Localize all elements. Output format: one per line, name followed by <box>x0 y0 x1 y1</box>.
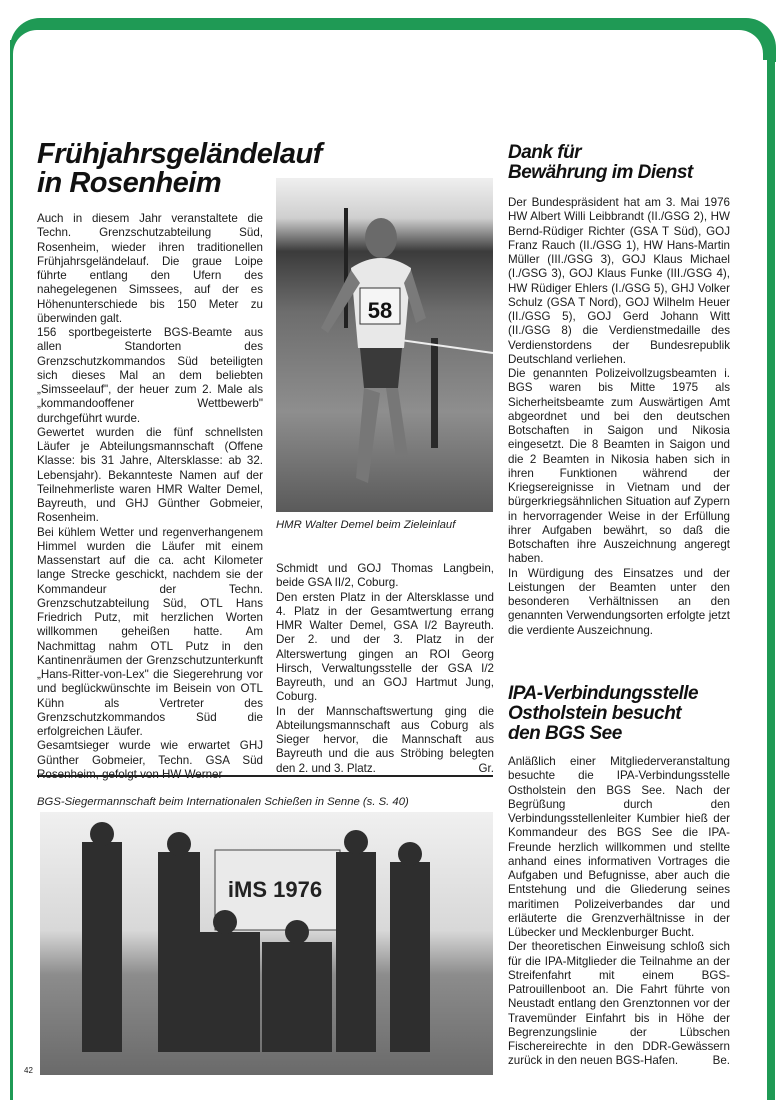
title-line: Bewährung im Dienst <box>508 162 693 183</box>
sign-text: iMS 1976 <box>227 877 323 902</box>
paragraph: Anläßlich einer Mitgliederveranstaltung besuchte die IPA-Verbindungsstelle Ostholstein den BGS See. Nach der Begrüßung durch den Verbindungsstellenleiter Kumbier hieß der Kommandeur des BGS See die IPA-Freunde herzlich willkommen und stellte anhand eines informativen Vortrages die Aufgaben und Befugnisse, aber auch die Entstehung und die Gliederung seines maritimen Polizeiverbandes dar und erläuterte die Grenzverhältnisse in der Lübecker und Mecklenburger Bucht. <box>508 755 730 939</box>
paragraph: Gesamtsieger wurde wie erwartet GHJ Günther Gobmeier, Techn. GSA Süd <box>37 739 263 767</box>
title-line: Ostholstein besucht <box>508 703 682 724</box>
team-photo-caption: BGS-Siegermannschaft beim Internationalen Schießen in Senne (s. S. 40) <box>37 796 409 808</box>
article1-body-left <box>37 212 263 782</box>
paragraph: 156 sportbegeisterte BGS-Beamte aus allen Standorten des Grenzschutzkommandos Süd beteiligten sich dieses Mal an dem beliebten „Simsseelauf", der heuer zum 2. Male als „kommandooffener Wettbewerb" durchgeführt wurde. <box>37 326 263 425</box>
paragraph: Schmidt und GOJ Thomas Langbein, beide GSA II/2, Coburg. <box>276 562 494 590</box>
paragraph-text: In der Mannschaftswertung ging die Abteilungsmannschaft aus Coburg als Sieger hervor, die Mannschaft aus Bayreuth und die aus Ströbing belegten den 2. und 3. Platz. <box>276 704 494 775</box>
paragraph: In Würdigung des Einsatzes und der Leistungen der Beamten unter den besonderen Verhältnissen an den genannten Verwendungsorten erfolgte jetzt die verdiente Auszeichnung. <box>508 566 730 637</box>
paragraph: Bei kühlem Wetter und regenverhangenem Himmel wurden die Läufer mit einem Massenstart auf die ca. acht Kilometer lange Strecke geschickt, nachdem sie der Kommandeur der Techn. Grenzschutzabteilung Süd, OTL Hans Friedrich Putz, mit herzlichen Worten willkommen geheißen hatte. Am Nachmittag nahm OTL Putz in den Kantinenräumen der Grenzschutzunterkunft „Hans-Ritter-von-Lex" die Siegerehrung vor und beglückwünschte im Beisein von OTL Kühn als Vertreter des Grenzschutzkommandos Süd die erfolgreichen Läufer. <box>37 525 263 738</box>
paragraph <box>508 940 730 1068</box>
article2-title <box>508 143 693 183</box>
author-signature: Gr. <box>478 761 494 775</box>
title-line: Frühjahrsgeländelauf <box>37 138 322 170</box>
title-line: IPA-Verbindungsstelle <box>508 683 699 704</box>
frame-inner <box>13 30 763 70</box>
runner-figure <box>276 178 493 512</box>
paragraph: Die genannten Polizeivollzugsbeamten i. BGS waren bis Mitte 1975 als Sicherheitsbeamte zum Auswärtigen Amt abgeordnet und bei den deutschen Botschaften in Saigon und Nikosia eingesetzt. Die 8 Beamten in Saigon und die 2 Beamten in Nikosia haben sich in ihren Funktionen während der Kriegsereignisse in Vietnam und der bürgerkriegsähnlichen Situation auf Zypern in hervorragender Weise in der Erfüllung ihrer Aufgaben bewährt, so daß die Botschaften ihre Auszeichnung angeregt haben. <box>508 367 730 566</box>
team-figures <box>40 812 493 1075</box>
article1-body-middle <box>276 562 494 776</box>
paragraph: Den ersten Platz in der Altersklasse und 4. Platz in der Gesamtwertung errang HMR Walter Demel, GSA I/2 Bayreuth. Der 2. und der 3. Platz in der Alterswertung gingen an ROI Georg Hirsch, Verwaltungsstelle der GSA I/2 Bayreuth, und an GOJ Hartmut Jung, Coburg. <box>276 590 494 704</box>
title-line: in Rosenheim <box>37 167 222 199</box>
title-line: Dank für <box>508 142 582 163</box>
green-frame-left <box>10 40 13 1100</box>
team-photo <box>40 812 493 1075</box>
paragraph: Auch in diesem Jahr veranstaltete die Techn. Grenzschutzabteilung Süd, Rosenheim, wieder ihren traditionellen Frühjahrsgeländelauf. Die graue Loipe führte entlang den Ufern des nahegelegenen Simssees, auf der es Höhenunterschiede bis 150 Meter zu überwinden galt. <box>37 212 263 325</box>
bib-number: 58 <box>367 298 393 323</box>
article3-title <box>508 684 698 744</box>
title-line: den BGS See <box>508 723 622 744</box>
article3-body <box>508 755 730 1069</box>
divider-rule <box>37 775 493 777</box>
article2-body <box>508 196 730 638</box>
paragraph: Gewertet wurden die fünf schnellsten Läufer je Abteilungsmannschaft (Offene Klasse: bis 31 Jahre, Altersklasse: ab 32. Lebensjahr). Bekannteste Namen auf der Teilnehmerliste waren HMR Walter Demel, Bayreuth, und GHJ Günther Gobmeier, Rosenheim. <box>37 425 263 525</box>
author-signature: Be. <box>712 1054 730 1068</box>
page-number: 42 <box>24 1066 33 1075</box>
runner-photo <box>276 178 493 512</box>
frame-inner-right <box>763 60 767 1100</box>
paragraph: Der Bundespräsident hat am 3. Mai 1976 HW Albert Willi Leibbrandt (II./GSG 2), HW Bernd-Rüdiger Richter (GSA T Süd), GOJ Franz Rauch (II./GSG 1), HW Hans-Martin Müller (III./GSG 3), GOJ Klaus Michael (I./GSG 3), GOJ Klaus Funke (III./GSG 4), HW Rüdiger Ehlers (I./GSG 5), GHJ Volker Schulz (GSA T Nord), GOJ Wilhelm Heuer (II./GSG 5), GOJ Gerd Johann Witt (II./GSG 8) die Verdienstmedaille des Verdienstordens der Bundesrepublik Deutschland verliehen. <box>508 196 730 366</box>
runner-photo-caption: HMR Walter Demel beim Zieleinlauf <box>276 519 456 531</box>
paragraph <box>276 705 494 776</box>
paragraph-text: Der theoretischen Einweisung schloß sich für die IPA-Mitglieder die Teilnahme an der Streifenfahrt mit einem BGS-Patrouillenboot an. Die Fahrt führte von Neustadt entlang den Grenztonnen vor der Travemünder Einfahrt bis in Höhe der Begrenzungslinie der Lübschen Fischereirechte in den DDR-Gewässern zurück in den neuen BGS-Hafen. <box>508 940 730 1068</box>
